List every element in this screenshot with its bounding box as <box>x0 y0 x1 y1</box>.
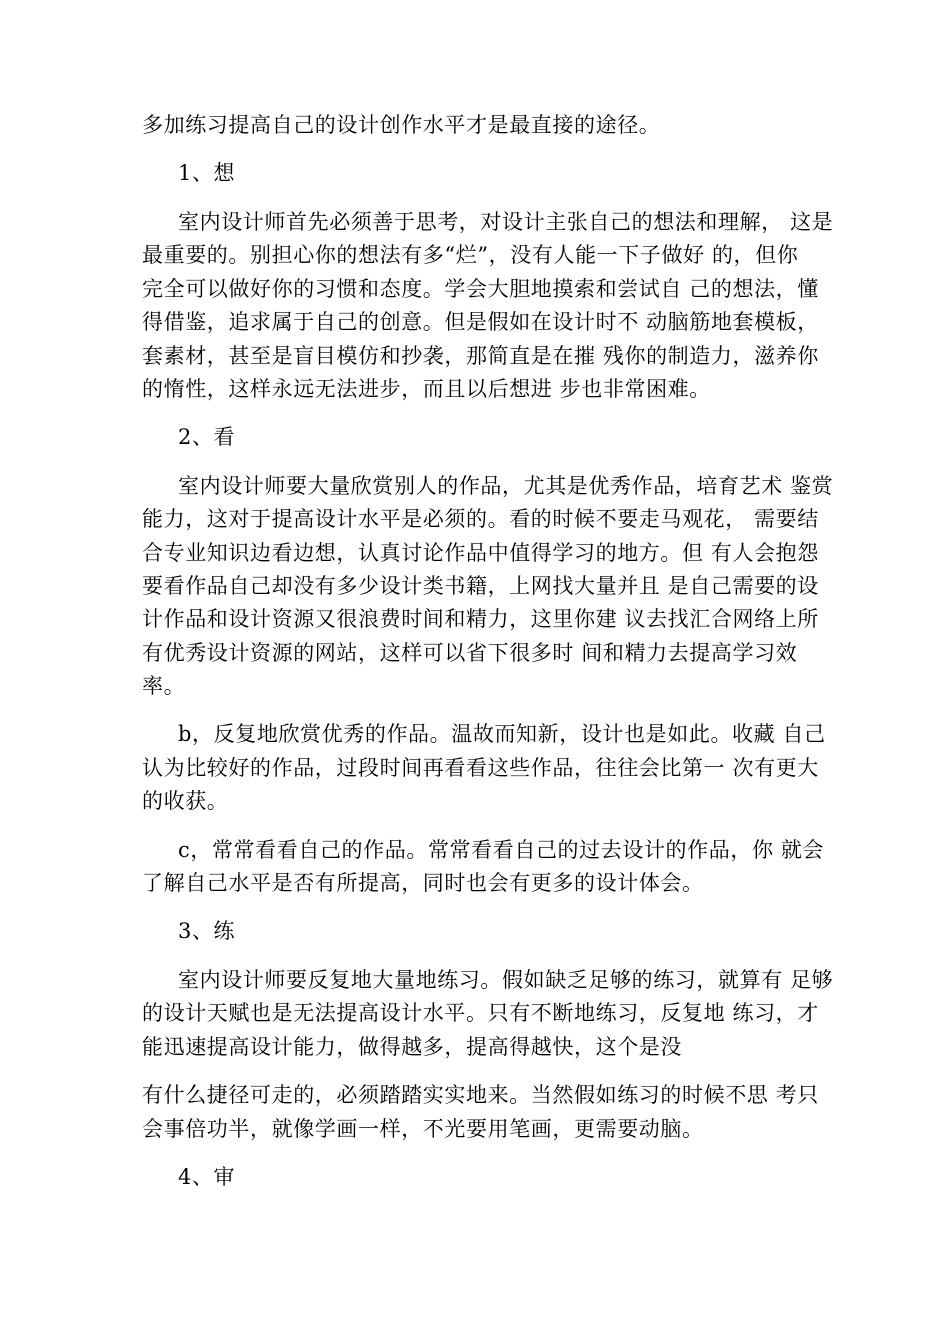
paragraph-look-line: 室内设计师要大量欣赏别人的作品，尤其是优秀作品，培育艺术 鉴赏 <box>178 474 834 498</box>
paragraph-b-line: 的收获。 <box>142 789 229 813</box>
paragraph-think-line: 得借鉴，追求属于自己的创意。但是假如在设计时不 动脑筋地套模板， <box>142 310 819 334</box>
paragraph-think-line: 套素材，甚至是盲目模仿和抄袭，那简直是在摧 残你的制造力，滋养你 <box>142 344 819 368</box>
paragraph-think-line: 完全可以做好你的习惯和态度。学会大胆地摸索和尝试自 己的想法，懂 <box>142 277 819 301</box>
section-heading-review: 4、审 <box>178 1165 236 1189</box>
paragraph-look-line: 要看作品自己却没有多少设计类书籍，上网找大量并且 是自己需要的设 <box>142 574 819 598</box>
paragraph-practice-cont-line: 有什么捷径可走的，必须踏踏实实地来。当然假如练习的时候不思 考只 <box>142 1083 819 1107</box>
paragraph-b-line: b，反复地欣赏优秀的作品。温故而知新，设计也是如此。收藏 自己 <box>178 722 826 746</box>
paragraph-c-line: c，常常看看自己的作品。常常看看自己的过去设计的作品，你 就会 <box>178 838 825 862</box>
paragraph-look-line: 合专业知识边看边想，认真讨论作品中值得学习的地方。但 有人会抱怨 <box>142 541 819 565</box>
paragraph-intro-line: 多加练习提高自己的设计创作水平才是最直接的途径。 <box>142 113 661 137</box>
paragraph-think-line: 最重要的。别担心你的想法有多“烂”，没有人能一下子做好 的，但你 <box>142 243 799 267</box>
paragraph-look-line: 率。 <box>142 674 186 698</box>
paragraph-think-line: 室内设计师首先必须善于思考，对设计主张自己的想法和理解， 这是 <box>178 210 834 234</box>
paragraph-b-line: 认为比较好的作品，过段时间再看看这些作品，往往会比第一 次有更大 <box>142 756 819 780</box>
paragraph-practice-line: 室内设计师要反复地大量地练习。假如缺乏足够的练习，就算有 足够 <box>178 968 834 992</box>
paragraph-c-line: 了解自己水平是否有所提高，同时也会有更多的设计体会。 <box>142 871 704 895</box>
section-heading-look: 2、看 <box>178 425 236 449</box>
paragraph-look-line: 有优秀设计资源的网站，这样可以省下很多时 间和精力去提高学习效 <box>142 641 798 665</box>
paragraph-practice-line: 能迅速提高设计能力，做得越多，提高得越快，这个是没 <box>142 1035 682 1059</box>
section-heading-practice: 3、练 <box>178 919 236 943</box>
paragraph-look-line: 计作品和设计资源又很浪费时间和精力，这里你建 议去找汇合网络上所 <box>142 607 819 631</box>
section-heading-think: 1、想 <box>178 161 236 185</box>
paragraph-practice-cont-line: 会事倍功半，就像学画一样，不光要用笔画，更需要动脑。 <box>142 1117 704 1141</box>
paragraph-think-line: 的惰性，这样永远无法进步，而且以后想进 步也非常困难。 <box>142 377 711 401</box>
paragraph-practice-line: 的设计天赋也是无法提高设计水平。只有不断地练习，反复地 练习，才 <box>142 1001 819 1025</box>
paragraph-look-line: 能力，这对于提高设计水平是必须的。看的时候不要走马观花， 需要结 <box>142 507 819 531</box>
